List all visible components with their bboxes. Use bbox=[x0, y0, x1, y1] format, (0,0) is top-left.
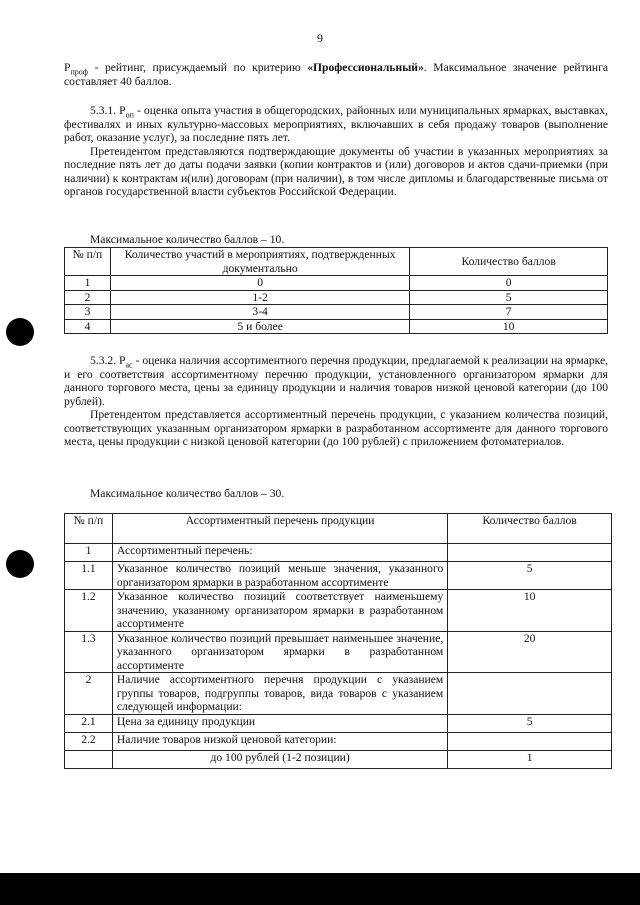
section-532-symbol: Р bbox=[119, 354, 126, 367]
row-points bbox=[448, 673, 612, 715]
row-number: 2.1 bbox=[65, 714, 113, 732]
table-row bbox=[65, 562, 612, 590]
header-number: № п/п bbox=[65, 248, 111, 276]
table-row bbox=[65, 750, 612, 768]
intro-paragraph bbox=[64, 61, 608, 88]
row-number: 3 bbox=[65, 305, 111, 320]
row-points: 1 bbox=[448, 750, 612, 768]
table-row bbox=[65, 673, 612, 715]
section-532-paragraph2: Претендентом представляется ассортиментный перечень продукции, с указанием количества позиций, соответствующих указанным организатором ярмарки в разработанном ассортименте для данного торгового места, цены продукции с низкой ценовой категории (до 100 рублей) с приложением фотоматериалов. bbox=[64, 408, 608, 448]
table-header-row bbox=[65, 514, 612, 544]
row-number bbox=[65, 750, 113, 768]
row-number: 4 bbox=[65, 319, 111, 334]
participation-table bbox=[64, 247, 608, 334]
row-points: 10 bbox=[448, 590, 612, 632]
assortment-table bbox=[64, 513, 612, 769]
table-row bbox=[65, 714, 612, 732]
row-points bbox=[448, 544, 612, 562]
header-number: № п/п bbox=[65, 514, 113, 544]
row-points: 20 bbox=[448, 631, 612, 673]
table-header-row bbox=[65, 248, 608, 276]
row-description: Указанное количество позиций меньше значения, указанного организатором ярмарки в разработанном ассортименте bbox=[112, 562, 447, 590]
table-row bbox=[65, 319, 608, 334]
header-points: Количество баллов bbox=[448, 514, 612, 544]
row-points bbox=[448, 732, 612, 750]
section-531 bbox=[64, 104, 608, 199]
row-number: 2 bbox=[65, 673, 113, 715]
row-description: Наличие товаров низкой ценовой категории: bbox=[112, 732, 447, 750]
scan-edge-bar bbox=[0, 873, 640, 905]
section-531-symbol-sub: оп bbox=[125, 110, 134, 120]
row-number: 2 bbox=[65, 290, 111, 305]
row-description: до 100 рублей (1-2 позиции) bbox=[112, 750, 447, 768]
criterion-name: «Профессиональный» bbox=[307, 61, 424, 74]
section-532-number: 5.3.2. bbox=[90, 354, 120, 367]
table-row bbox=[65, 544, 612, 562]
row-description: Указанное количество позиций превышает наименьшее значение, указанного организатором ярмарки в разработанном ассортименте bbox=[112, 631, 447, 673]
row-description: Указанное количество позиций соответствует наименьшему значению, указанному организатором ярмарки в разработанном ассортименте bbox=[112, 590, 447, 632]
section-531-text: - оценка опыта участия в общегородских, районных или муниципальных ярмарках, выставках, фестивалях и иных культурно-массовых мероприятиях, включавших в себя продажу товаров (выполнение работ, оказание услуг), за последние пять лет. bbox=[64, 104, 608, 144]
table-row bbox=[65, 590, 612, 632]
table-row bbox=[65, 290, 608, 305]
row-number: 2.2 bbox=[65, 732, 113, 750]
section-531-paragraph2: Претендентом представляются подтверждающие документы об участии в указанных мероприятиях за последние пять лет до даты подачи заявки (копии контрактов и (или) договоров и актов сдачи-приемки (при наличии) к контрактам и(или) договорам (при наличии), в том числе дипломы и благодарственные письма от органов государственной власти субъектов Российской Федерации. bbox=[64, 144, 608, 198]
section-532-text: - оценка наличия ассортиментного перечня продукции, предлагаемой к реализации на ярмарке, и его соответствия ассортиментному перечню продукции, установленного организатором ярмарки для данного торгового места, цены за единицу продукции и наличия товаров низкой ценовой категории (до 100 рублей). bbox=[64, 354, 609, 408]
row-points: 5 bbox=[448, 562, 612, 590]
header-points: Количество баллов bbox=[410, 248, 608, 276]
table-row bbox=[65, 732, 612, 750]
row-number: 1 bbox=[65, 544, 113, 562]
section-531-number: 5.3.1. bbox=[90, 104, 120, 117]
table1-caption: Максимальное количество баллов – 10. bbox=[90, 233, 285, 246]
table-row bbox=[65, 631, 612, 673]
row-points: 0 bbox=[410, 276, 608, 291]
table2-caption: Максимальное количество баллов – 30. bbox=[90, 487, 285, 500]
rating-symbol-sub: проф bbox=[70, 67, 88, 77]
row-points: 5 bbox=[448, 714, 612, 732]
section-531-symbol: Р bbox=[119, 104, 126, 117]
table-row bbox=[65, 276, 608, 291]
row-participation: 0 bbox=[110, 276, 409, 291]
row-number: 1 bbox=[65, 276, 111, 291]
row-description: Ассортиментный перечень: bbox=[112, 544, 447, 562]
row-participation: 1-2 bbox=[110, 290, 409, 305]
row-description: Цена за единицу продукции bbox=[112, 714, 447, 732]
row-points: 10 bbox=[410, 319, 608, 334]
header-participation: Количество участий в мероприятиях, подтвержденных документально bbox=[110, 248, 409, 276]
row-points: 5 bbox=[410, 290, 608, 305]
row-number: 1.1 bbox=[65, 562, 113, 590]
section-532 bbox=[64, 354, 608, 449]
page-number: 9 bbox=[317, 31, 323, 45]
row-points: 7 bbox=[410, 305, 608, 320]
punch-hole bbox=[6, 318, 34, 346]
section-532-symbol-sub: ас bbox=[125, 360, 133, 370]
rating-symbol: Р bbox=[64, 61, 71, 74]
intro-text-after: . Максимальное значение рейтинга составляет 40 баллов. bbox=[64, 61, 608, 88]
row-number: 1.3 bbox=[65, 631, 113, 673]
row-number: 1.2 bbox=[65, 590, 113, 632]
row-participation: 3-4 bbox=[110, 305, 409, 320]
punch-hole bbox=[6, 550, 34, 578]
intro-text: - рейтинг, присуждаемый по критерию bbox=[87, 61, 308, 74]
table-row bbox=[65, 305, 608, 320]
header-assortment: Ассортиментный перечень продукции bbox=[112, 514, 447, 544]
row-participation: 5 и более bbox=[110, 319, 409, 334]
row-description: Наличие ассортиментного перечня продукции с указанием группы товаров, подгруппы товаров, вида товаров с указанием следующей информации: bbox=[112, 673, 447, 715]
